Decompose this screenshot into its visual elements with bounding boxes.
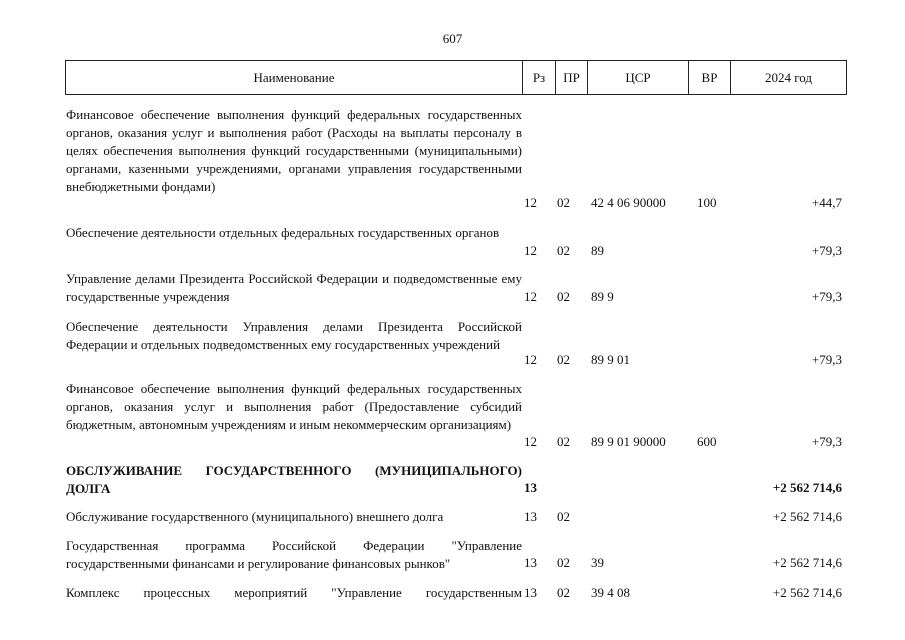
header-name: Наименование [253,70,335,85]
row-pr: 02 [557,585,570,600]
header-csr: ЦСР [587,61,688,94]
row-csr: 39 4 08 [591,585,630,600]
row-name: ОБСЛУЖИВАНИЕ ГОСУДАРСТВЕННОГО (МУНИЦИПАЛЬНОГО) ДОЛГА [66,463,522,496]
row-name: Обеспечение деятельности отдельных федеральных государственных органов [66,225,500,240]
row-csr: 89 9 01 [591,352,630,367]
row-amount: +2 562 714,6 [772,585,842,600]
row-pr: 02 [557,434,570,449]
row-rz: 12 [524,243,537,258]
row-rz: 12 [524,289,537,304]
header-vr: ВР [688,61,730,94]
row-name: Государственная программа Российской Федерации "Управление государственными финансами и регулирование финансовых рынков" [66,538,522,571]
row-name: Финансовое обеспечение выполнения функций федеральных государственных органов, оказания услуг и выполнения работ (Расходы на выплаты персоналу в целях обеспечения выполнения функций государственными (муниципальными) органами, казенными учреждениями, органами управления государственными внебюджетными фондами) [66,107,522,194]
row-pr: 02 [557,352,570,367]
row-csr: 89 9 [591,289,614,304]
row-amount: +2 562 714,6 [772,509,842,524]
row-pr: 02 [557,555,570,570]
row-name: Управление делами Президента Российской Федерации и подведомственные ему государственные учреждения [66,271,522,304]
row-name: Обеспечение деятельности Управления делами Президента Российской Федерации и отдельных подведомственных ему государственных учреждений [66,319,522,352]
row-csr: 89 9 01 90000 [591,434,666,449]
header-pr: ПР [555,61,587,94]
row-rz: 13 [524,480,537,495]
row-pr: 02 [557,509,570,524]
row-amount: +2 562 714,6 [772,480,842,495]
header-rz: Рз [522,61,555,94]
table-header [65,60,847,95]
row-csr: 39 [591,555,604,570]
row-name: Комплекс процессных мероприятий "Управление государственным [66,585,522,600]
row-pr: 02 [557,243,570,258]
row-name: Обслуживание государственного (муниципального) внешнего долга [66,509,444,524]
row-amount: +79,3 [811,434,842,449]
row-pr: 02 [557,289,570,304]
row-amount: +79,3 [811,289,842,304]
row-rz: 12 [524,352,537,367]
row-vr: 600 [697,434,717,449]
row-rz: 12 [524,434,537,449]
row-pr: 02 [557,195,570,210]
row-amount: +44,7 [811,195,842,210]
row-rz: 13 [524,555,537,570]
row-amount: +2 562 714,6 [772,555,842,570]
row-name: Финансовое обеспечение выполнения функций федеральных государственных органов, оказания услуг и выполнения работ (Предоставление субсидий бюджетным, автономным учреждениям и иным некоммерческим организациям) [66,381,522,432]
header-year: 2024 год [730,61,846,94]
row-vr: 100 [697,195,717,210]
row-csr: 42 4 06 90000 [591,195,666,210]
row-rz: 13 [524,585,537,600]
row-amount: +79,3 [811,352,842,367]
page-number: 607 [442,31,463,46]
row-rz: 12 [524,195,537,210]
row-rz: 13 [524,509,537,524]
row-csr: 89 [591,243,604,258]
row-amount: +79,3 [811,243,842,258]
